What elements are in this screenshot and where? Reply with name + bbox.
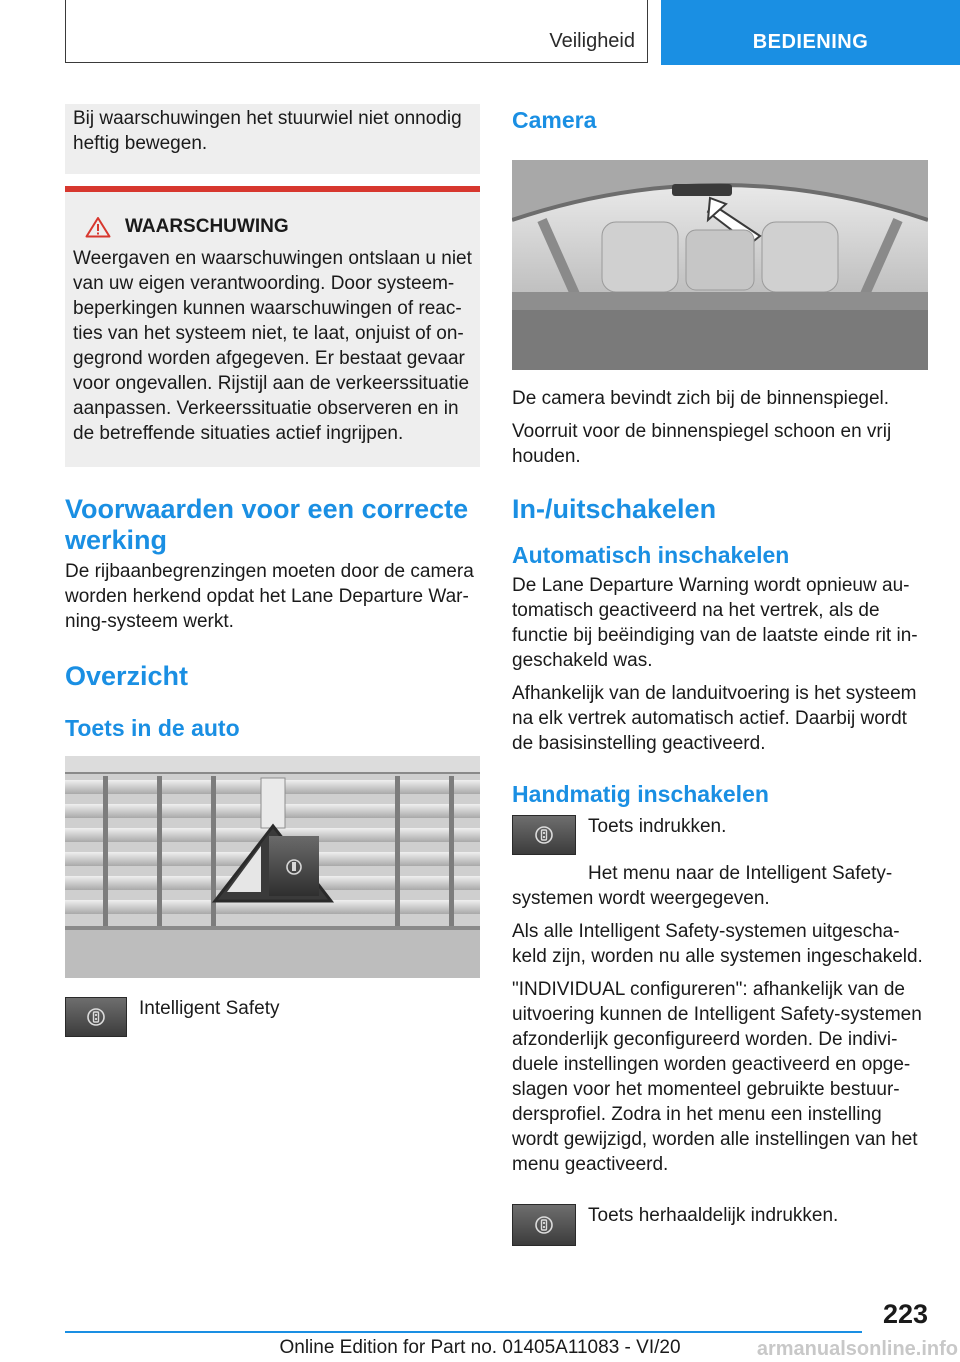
heading-button-in-car: Toets in de auto xyxy=(65,715,240,741)
right-column xyxy=(512,104,928,1246)
safety-symbol-icon xyxy=(533,1214,555,1236)
left-column xyxy=(65,104,480,1037)
intelligent-safety-label: Intelligent Safety xyxy=(139,998,280,1019)
manual-step-text: Toets indrukken. xyxy=(588,816,727,837)
warning-title-text: WAARSCHUWING xyxy=(125,216,289,237)
heading-manual-on: Handmatig inschakelen xyxy=(512,781,769,807)
warning-triangle-icon xyxy=(85,216,111,238)
heading-overview: Overzicht xyxy=(65,661,189,691)
watermark: armanualsonline.info xyxy=(756,1338,958,1360)
warning-title xyxy=(73,216,472,238)
note-box xyxy=(65,104,480,174)
heading-on-off: In-/uitschakelen xyxy=(512,494,717,524)
heading-requirements: Voorwaarden voor een correcte werking xyxy=(65,494,469,555)
heading-auto-on: Automatisch inschakelen xyxy=(512,542,790,568)
car-interior-illustration xyxy=(512,160,928,370)
warning-box xyxy=(65,186,480,467)
note-text: Bij waarschuwingen het stuurwiel niet onnodig heftig bewegen. xyxy=(73,108,462,154)
manual-result-text: Het menu naar de Intelligent Safety-systemen wordt weergegeven. xyxy=(512,863,893,909)
auto-text-1: De Lane Departure Warning wordt opnieuw au-tomatisch geactiveerd na het vertrek, als de functie bij beëindiging van de laatste einde rit in-geschakeld was. xyxy=(512,575,918,671)
heading-camera: Camera xyxy=(512,107,597,133)
repeat-button-icon xyxy=(512,1204,576,1246)
manual-text-1: Als alle Intelligent Safety-systemen uitgescha-keld zijn, worden nu alle systemen ingeschakeld. xyxy=(512,921,923,967)
manual-text-2: "INDIVIDUAL configureren": afhankelijk van de uitvoering kunnen de Intelligent Safety-systemen afzonderlijk geconfigureerd worden. De indivi-duele instellingen worden geactiveerd en opge-slagen voor het momenteel gebruikte bestuur-dersprofiel. Zodra in het menu een instelling wordt gewijzigd, worden alle instellingen van het menu geactiveerd. xyxy=(512,979,922,1175)
camera-text-2: Voorruit voor de binnenspiegel schoon en vrij houden. xyxy=(512,421,892,467)
camera-text-1: De camera bevindt zich bij de binnenspiegel. xyxy=(512,388,890,409)
warning-text: Weergaven en waarschuwingen ontslaan u niet van uw eigen verantwoording. Door systeem-beperkingen kunnen waarschuwingen of reac-ties van het systeem niet, te laat, onjuist of on-gegrond worden afgegeven. Er bestaat gevaar voor ongevallen. Rijstijl aan de verkeerssituatie aanpassen. Verkeerssituatie observeren en in de betreffende situaties actief ingrijpen. xyxy=(73,248,472,444)
intelligent-safety-button-icon xyxy=(65,997,127,1037)
page-number: 223 xyxy=(882,1299,928,1329)
intelligent-safety-row xyxy=(65,996,480,1037)
footer-divider xyxy=(65,1331,862,1333)
header-chapter-tab: BEDIENING xyxy=(661,0,960,65)
manual-button-icon xyxy=(512,815,576,855)
safety-symbol-icon xyxy=(85,1006,107,1028)
safety-symbol-icon xyxy=(533,824,555,846)
header-section-title: Veiligheid xyxy=(549,30,635,52)
requirements-text: De rijbaanbegrenzingen moeten door de camera worden herkend opdat het Lane Departure War-ning-systeem werkt. xyxy=(65,561,474,632)
dashboard-button-illustration xyxy=(65,756,480,978)
repeat-step-row xyxy=(512,1203,928,1246)
camera-photo xyxy=(512,160,928,370)
button-photo xyxy=(65,756,480,978)
manual-step-row xyxy=(512,814,928,855)
auto-text-2: Afhankelijk van de landuitvoering is het systeem na elk vertrek automatisch actief. Daarbij wordt de basisinstelling geactiveerd. xyxy=(512,683,917,754)
footer-edition: Online Edition for Part no. 01405A11083 - VI/20 xyxy=(279,1337,681,1358)
repeat-step-text: Toets herhaaldelijk indrukken. xyxy=(588,1205,839,1226)
